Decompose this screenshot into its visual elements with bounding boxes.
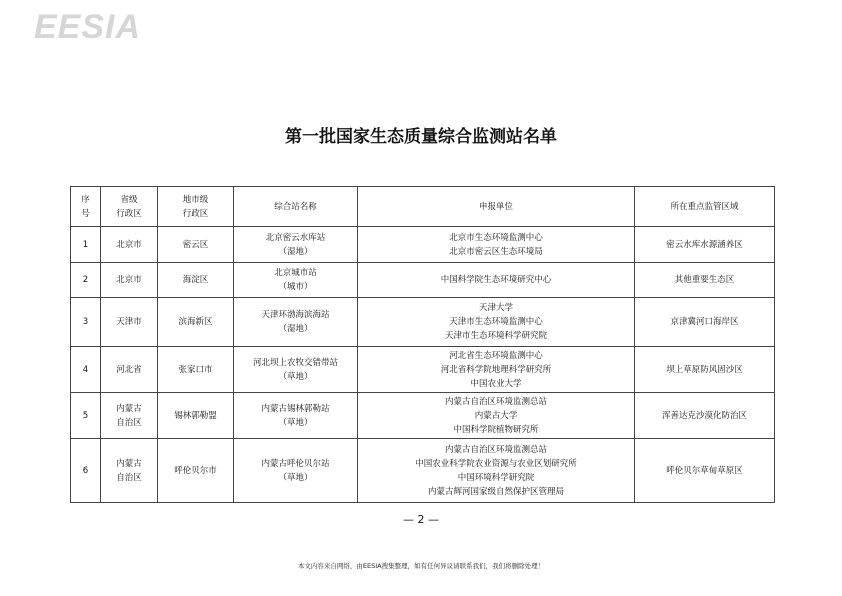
cell-text-line: 内蒙古 (116, 403, 142, 414)
cell-text-line: 滨海新区 (178, 317, 213, 327)
cell-text-line: （湿地） (278, 324, 313, 334)
cell-text-line: 中国农业科学院农业资源与农业区划研究所 (415, 458, 577, 469)
cell-text-line: （城市） (278, 282, 313, 292)
eesia-logo: EESIA (34, 8, 142, 46)
header-city (158, 187, 234, 227)
cell-city (158, 263, 234, 298)
cell-text-line: 内蒙古呼伦贝尔站 (261, 458, 330, 469)
cell-text-line: 京津冀河口海岸区 (670, 317, 739, 327)
station-list-table (70, 186, 775, 503)
cell-text-line: 内蒙古辉河国家级自然保护区管理局 (427, 486, 564, 497)
cell-text-line: 内蒙古自治区环境监测总站 (444, 444, 547, 455)
cell-seq (71, 263, 101, 298)
table-row (71, 393, 775, 439)
cell-applicant (358, 227, 635, 263)
cell-zone (635, 347, 775, 393)
cell-text-line: 3 (82, 317, 89, 327)
header-station-name (234, 187, 358, 227)
cell-text-line: 地市级 (182, 194, 209, 205)
cell-text-line: 密云水库水源涵养区 (666, 239, 743, 250)
cell-province (101, 227, 158, 263)
cell-station (234, 227, 358, 263)
cell-text-line: 张家口市 (178, 364, 213, 375)
cell-text-line: 北京市密云区生态环境局 (449, 246, 543, 257)
cell-text-line: 2 (82, 275, 89, 285)
cell-station (234, 393, 358, 439)
cell-city (158, 227, 234, 263)
cell-text-line: 天津环渤海滨海站 (261, 310, 330, 320)
cell-seq (71, 439, 101, 503)
cell-text-line: （草地） (278, 472, 313, 483)
cell-text-line: 北京市生态环境监测中心 (449, 232, 543, 243)
footer-notice: 本文内容来自网络，由EESIA搜集整理，如有任何异议请联系我们，我们将删除处理！ (297, 562, 545, 570)
header-applicant (358, 187, 635, 227)
cell-text-line: 内蒙古大学 (474, 410, 518, 421)
cell-text-line: 锡林郭勒盟 (174, 410, 217, 421)
cell-text-line: 号 (81, 208, 90, 219)
cell-text-line: 6 (82, 465, 89, 476)
cell-province (101, 393, 158, 439)
cell-text-line: 河北坝上农牧交错带站 (252, 357, 338, 368)
cell-applicant (358, 393, 635, 439)
header-seq (71, 187, 101, 227)
cell-text-line: 呼伦贝尔市 (174, 465, 217, 476)
table-row (71, 263, 775, 298)
cell-text-line: 天津市生态环境监测中心 (449, 317, 543, 327)
cell-zone (635, 227, 775, 263)
cell-text-line: 其他重要生态区 (674, 275, 735, 285)
cell-text-line: 中国环境科学研究院 (457, 472, 535, 483)
cell-text-line: 5 (82, 410, 89, 421)
cell-city (158, 347, 234, 393)
cell-zone (635, 263, 775, 298)
cell-text-line: 中国科学院植物研究所 (453, 424, 539, 435)
table-header-row (71, 187, 775, 227)
cell-text-line: 内蒙古自治区环境监测总站 (444, 396, 547, 407)
cell-text-line: 行政区 (182, 208, 209, 219)
header-province (101, 187, 158, 227)
cell-text-line: 省级 (120, 194, 138, 205)
cell-text-line: 河北省科学院地理科学研究所 (440, 364, 552, 375)
cell-text-line: 北京市 (116, 275, 142, 285)
cell-applicant (358, 263, 635, 298)
table-row (71, 439, 775, 503)
cell-text-line: 自治区 (116, 417, 142, 428)
document-title: 第一批国家生态质量综合监测站名单 (285, 127, 557, 147)
cell-station (234, 263, 358, 298)
header-key-zone (635, 187, 775, 227)
cell-text-line: 密云区 (182, 239, 209, 250)
cell-city (158, 393, 234, 439)
cell-text-line: 北京密云水库站 (265, 232, 326, 243)
cell-text-line: 所在重点监管区域 (670, 201, 739, 212)
cell-station (234, 439, 358, 503)
cell-text-line: 坝上草原防风固沙区 (666, 364, 743, 375)
cell-city (158, 298, 234, 347)
cell-province (101, 439, 158, 503)
cell-seq (71, 227, 101, 263)
page-number: — 2 — (403, 513, 439, 526)
cell-applicant (358, 347, 635, 393)
cell-text-line: 4 (82, 364, 89, 375)
cell-text-line: 综合站名称 (274, 201, 317, 212)
table-row (71, 298, 775, 347)
cell-seq (71, 347, 101, 393)
cell-text-line: 天津市生态环境科学研究院 (444, 331, 547, 341)
cell-text-line: 北京市 (116, 239, 142, 250)
cell-seq (71, 393, 101, 439)
cell-station (234, 347, 358, 393)
cell-text-line: 浑善达克沙漠化防治区 (661, 410, 747, 421)
cell-text-line: 河北省生态环境监测中心 (449, 350, 543, 361)
cell-text-line: 1 (82, 239, 89, 250)
cell-text-line: 海淀区 (182, 275, 209, 285)
cell-province (101, 298, 158, 347)
cell-text-line: 序 (81, 194, 90, 205)
cell-text-line: 行政区 (116, 208, 142, 219)
cell-text-line: 申报单位 (478, 201, 513, 212)
cell-seq (71, 298, 101, 347)
cell-zone (635, 393, 775, 439)
table-row (71, 347, 775, 393)
cell-text-line: 中国科学院生态环境研究中心 (440, 275, 552, 285)
cell-province (101, 347, 158, 393)
cell-applicant (358, 298, 635, 347)
cell-text-line: （湿地） (278, 246, 313, 257)
cell-zone (635, 298, 775, 347)
cell-text-line: 内蒙古锡林郭勒站 (261, 403, 330, 414)
cell-text-line: 中国农业大学 (470, 378, 522, 389)
cell-zone (635, 439, 775, 503)
cell-text-line: （草地） (278, 417, 313, 428)
cell-city (158, 439, 234, 503)
cell-text-line: 自治区 (116, 472, 142, 483)
table-row (71, 227, 775, 263)
cell-text-line: （草地） (278, 371, 313, 382)
cell-text-line: 呼伦贝尔草甸草原区 (666, 465, 743, 476)
cell-province (101, 263, 158, 298)
cell-text-line: 河北省 (116, 364, 142, 375)
cell-applicant (358, 439, 635, 503)
cell-text-line: 内蒙古 (116, 458, 142, 469)
cell-text-line: 北京城市站 (274, 268, 317, 278)
cell-text-line: 天津市 (116, 317, 142, 327)
cell-station (234, 298, 358, 347)
cell-text-line: 天津大学 (478, 303, 513, 313)
